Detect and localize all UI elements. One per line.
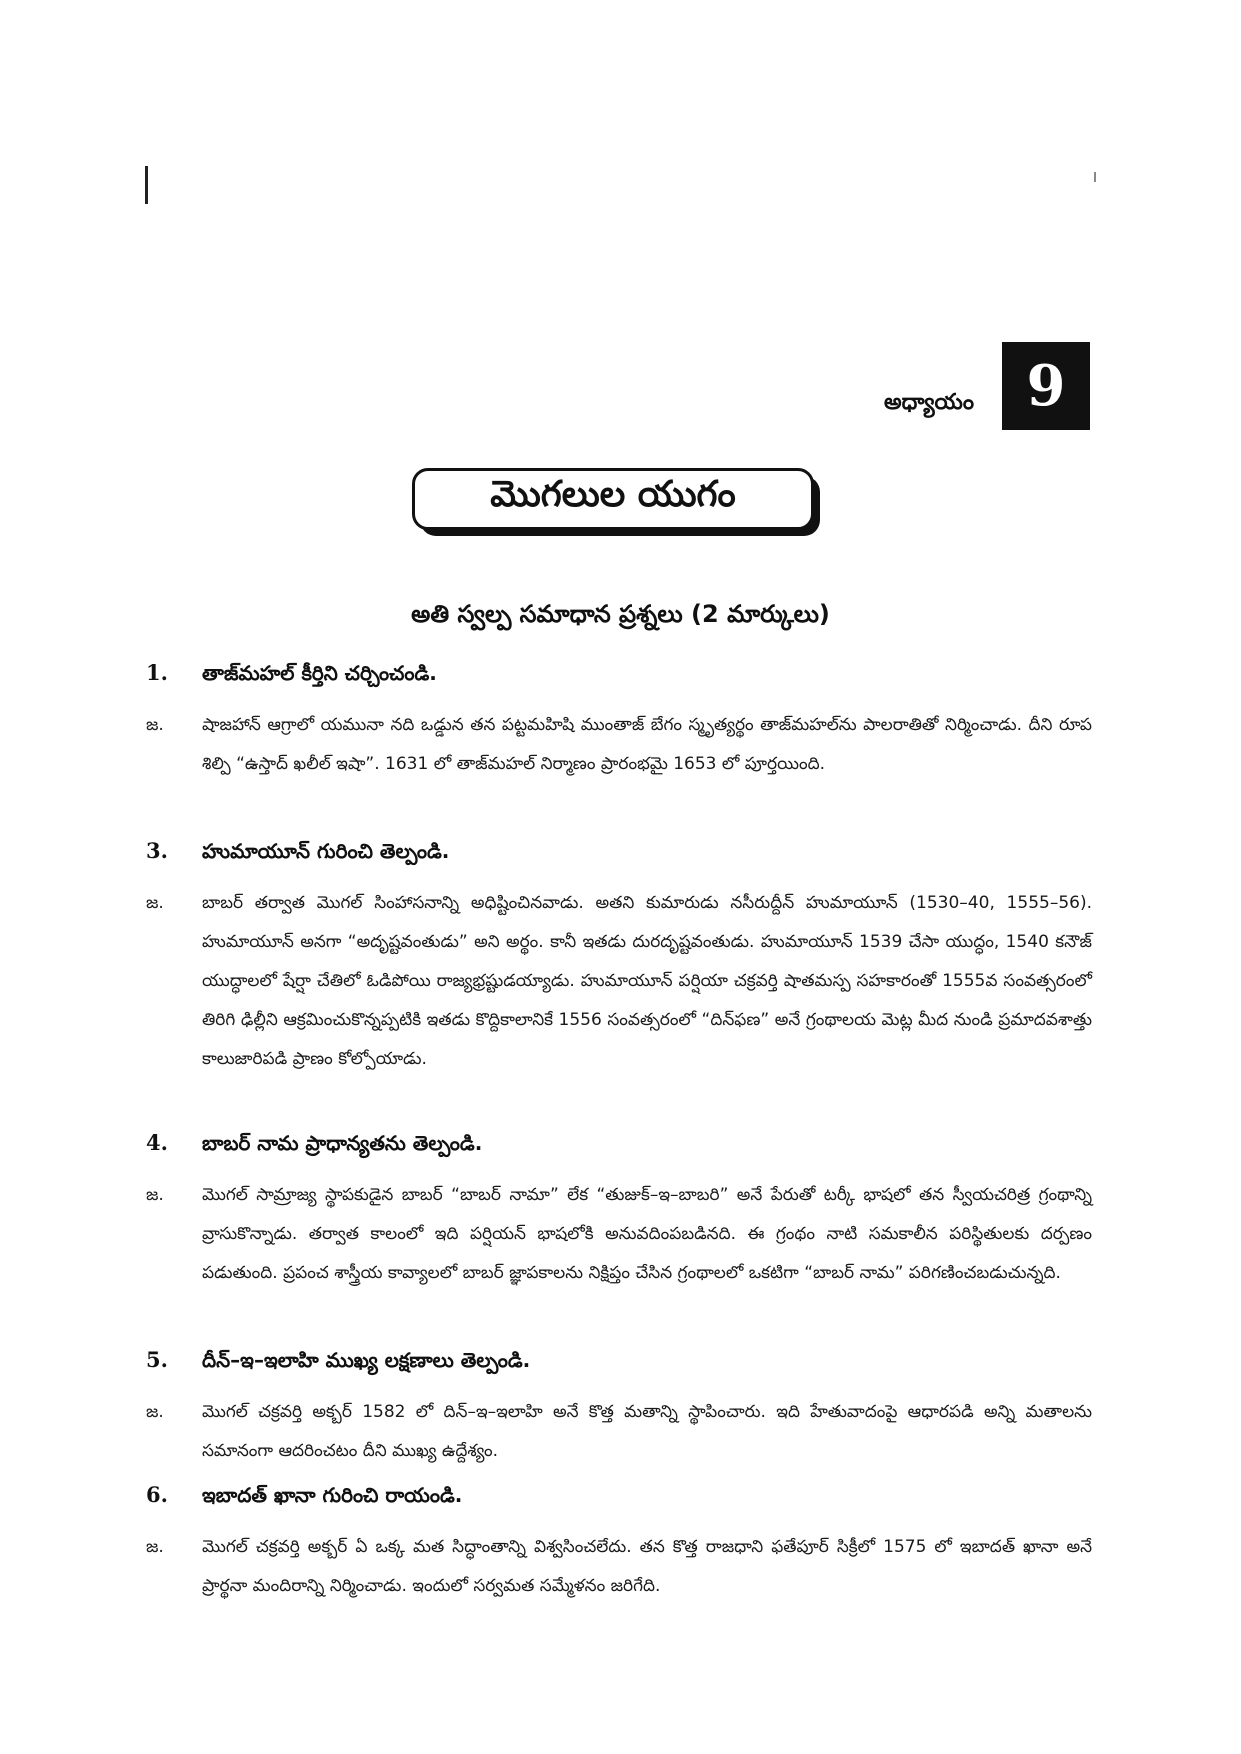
answer-marker: జ. <box>146 893 164 913</box>
question-text: ఇబాదత్ ఖానా గురించి రాయండి. <box>202 1483 463 1507</box>
answer-row <box>146 884 1092 1079</box>
question-row <box>146 1482 1092 1512</box>
answer-text: బాబర్ తర్వాత మొగల్ సింహాసనాన్ని అధిష్టించినవాడు. అతని కుమారుడు నసీరుద్దీన్ హుమాయూన్ (1530–40, 1555–56). హుమాయూన్ అనగా “అదృష్టవంతుడు” అని అర్థం. కానీ ఇతడు దురదృష్టవంతుడు. హుమాయూన్ 1539 చేసా యుద్ధం, 1540 కనౌజ్ యుద్ధాలలో షేర్షా చేతిలో ఓడిపోయి రాజ్యభ్రష్టుడయ్యాడు. హుమాయూన్ పర్షియా చక్రవర్తి షాతమస్ప సహకారంతో 1555వ సంవత్సరంలో తిరిగి ఢిల్లీని ఆక్రమించుకొన్నప్పటికి ఇతడు కొద్దికాలానికే 1556 సంవత్సరంలో “దిన్‌ఫణ” అనే గ్రంథాలయ మెట్ల మీద నుండి ప్రమాదవశాత్తు కాలుజారిపడి ప్రాణం కోల్పోయాడు. <box>202 893 1092 1069</box>
chapter-title: మొగలుల యుగం <box>412 468 814 530</box>
chapter-number-box: 9 <box>1002 342 1090 430</box>
qa-item-6 <box>146 1482 1092 1606</box>
answer-text: మొగల్ చక్రవర్తి అక్బర్ ఏ ఒక్క మత సిద్ధాంతాన్ని విశ్వసించలేదు. తన కొత్త రాజధాని ఫతేపూర్ సిక్రీలో 1575 లో ఇబాదత్ ఖానా అనే ప్రార్థనా మందిరాన్ని నిర్మించాడు. ఇందులో సర్వమత సమ్మేళనం జరిగేది. <box>202 1537 1092 1596</box>
question-number: 3. <box>146 838 168 863</box>
question-number: 1. <box>146 660 168 685</box>
answer-row <box>146 1176 1092 1293</box>
question-row <box>146 1347 1092 1377</box>
question-number: 5. <box>146 1347 168 1372</box>
question-text: హుమాయూన్ గురించి తెల్పండి. <box>202 839 450 863</box>
qa-item-5 <box>146 1347 1092 1471</box>
question-text: దీన్–ఇ–ఇలాహి ముఖ్య లక్షణాలు తెల్పండి. <box>202 1348 531 1372</box>
question-number: 6. <box>146 1482 168 1507</box>
answer-row <box>146 1528 1092 1606</box>
question-row <box>146 838 1092 868</box>
answer-marker: జ. <box>146 1537 164 1557</box>
answer-row <box>146 1393 1092 1471</box>
section-heading: అతి స్వల్ప సమాధాన ప్రశ్నలు (2 మార్కులు) <box>411 600 830 628</box>
answer-marker: జ. <box>146 715 164 735</box>
chapter-label: అధ్యాయం <box>884 390 975 415</box>
qa-item-3 <box>146 838 1092 1079</box>
margin-mark <box>145 166 148 204</box>
question-number: 4. <box>146 1130 168 1155</box>
answer-marker: జ. <box>146 1185 164 1205</box>
answer-marker: జ. <box>146 1402 164 1422</box>
answer-text: షాజహాన్ ఆగ్రాలో యమునా నది ఒడ్డున తన పట్టమహిషి ముంతాజ్ బేగం స్మృత్యర్థం తాజ్‌మహల్‌ను పాలరాతితో నిర్మించాడు. దీని రూప శిల్పి “ఉస్తాద్ ఖలీల్ ఇషా”. 1631 లో తాజ్‌మహల్ నిర్మాణం ప్రారంభమై 1653 లో పూర్తయింది. <box>202 715 1092 774</box>
question-text: తాజ్‌మహల్ కీర్తిని చర్చించండి. <box>202 661 437 685</box>
question-row <box>146 660 1092 690</box>
qa-item-1 <box>146 660 1092 784</box>
corner-mark <box>1094 172 1096 182</box>
question-row <box>146 1130 1092 1160</box>
question-text: బాబర్ నామ ప్రాధాన్యతను తెల్పండి. <box>202 1131 483 1155</box>
qa-item-4 <box>146 1130 1092 1293</box>
answer-text: మొగల్ చక్రవర్తి అక్బర్ 1582 లో దిన్–ఇ–ఇలాహి అనే కొత్త మతాన్ని స్థాపించారు. ఇది హేతువాదంపై ఆధారపడి అన్ని మతాలను సమానంగా ఆదరించటం దీని ముఖ్య ఉద్దేశ్యం. <box>202 1402 1092 1461</box>
answer-text: మొగల్ సామ్రాజ్య స్థాపకుడైన బాబర్ “బాబర్ నామా” లేక “తుజుక్–ఇ–బాబరి” అనే పేరుతో టర్కీ భాషలో తన స్వీయచరిత్ర గ్రంథాన్ని వ్రాసుకొన్నాడు. తర్వాత కాలంలో ఇది పర్షియన్ భాషలోకి అనువదింపబడినది. ఈ గ్రంథం నాటి సమకాలీన పరిస్థితులకు దర్పణం పడుతుంది. ప్రపంచ శాస్త్రీయ కావ్యాలలో బాబర్ జ్ఞాపకాలను నిక్షిప్తం చేసిన గ్రంథాలలో ఒకటిగా “బాబర్ నామ” పరిగణించబడుచున్నది. <box>202 1185 1092 1283</box>
answer-row <box>146 706 1092 784</box>
